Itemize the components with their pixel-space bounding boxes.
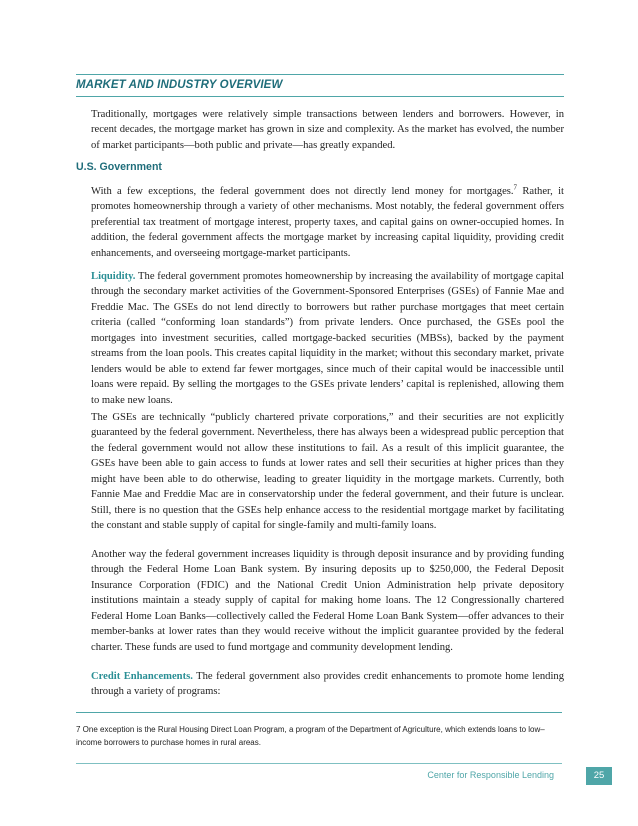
liquidity-text: The federal government promotes homeownership by increasing the availability of mortgage capital through the secondary market activities of the Government-Sponsored Enterprises (GSEs) of Fannie Mae and Freddie Mac. The GSEs do not lend directly to borrowers but rather purchase mortgages that meet certain criteria (called “conforming loan standards”) from private lenders. Once purchased, the GSEs pool the mortgages into investment securities, called mortgage-backed securities (MBSs), backed by the payment streams from the loan pools. This creates capital liquidity in the market; without this secondary market, private lenders would be able to extend far fewer mortgages, since much of their capital would be inaccessible until loans were repaid. By selling the mortgages to the GSEs private lenders’ capital is replenished, allowing them to make new loans. [91,271,564,406]
gse-paragraph: The GSEs are technically “publicly chartered private corporations,” and their securities are not explicitly guaranteed by the federal government. Nevertheless, there has always been a widespread public perception that the federal government would not allow these institutions to fail. As a result of this implicit guarantee, the GSEs have been able to gain access to funds at lower rates and sell their securities at higher prices than they might have been able to do otherwise, leading to greater liquidity in the mortgage markets. Currently, both Fannie Mae and Freddie Mac are in conservatorship under the federal government, and their future is unclear. Still, there is no question that the GSEs help enhance access to the residential mortgage market by facilitating the constant and stable supply of capital for single-family and multi-family loans. [91,412,564,532]
subsection-title: U.S. Government [76,161,162,173]
footnote: 7 One exception is the Rural Housing Direct Loan Program, a program of the Department of Agriculture, which extends loans to low–income borrowers to purchase homes in rural areas. [76,725,545,747]
government-paragraph [91,184,564,261]
credit-paragraph [91,669,564,700]
liquidity-paragraph [91,269,564,408]
footer-organization: Center for Responsible Lending [427,770,554,780]
government-paragraph-text-continued: Rather, it promotes homeownership through a variety of other mechanisms. Most notably, the federal government offers preferential tax treatment of mortgage interest, property taxes, and capital gains on owner-occupied homes. In addition, the federal government affects the mortgage market by increasing capital liquidity, providing credit enhancements, and overseeing mortgage-market participants. [91,186,564,259]
credit-text: The federal government also provides credit enhancements to promote home lending through a variety of programs: [91,671,564,698]
title-rule [76,96,564,97]
footnote-rule [76,712,562,713]
deposit-paragraph: Another way the federal government increases liquidity is through deposit insurance and by providing funding through the Federal Home Loan Bank system. By insuring deposits up to $250,000, the Federal Deposit Insurance Corporation (FDIC) and the National Credit Union Administration help private depository institutions maintain a steady supply of capital for making home loans. The 12 Congressionally chartered Federal Home Loan Banks—collectively called the Federal Home Loan Bank System—offer advances to their member-banks at lower rates than they would receive without the implicit guarantee provided by the federal charter. These funds are used to fund mortgage and community development lending. [91,549,564,653]
intro-paragraph: Traditionally, mortgages were relatively simple transactions between lenders and borrowers. However, in recent decades, the mortgage market has grown in size and complexity. As the market has evolved, the number of market participants—both public and private—has greatly expanded. [91,109,564,151]
footnote-ref: 7 [513,183,518,192]
government-paragraph-text: With a few exceptions, the federal government does not directly lend money for mortgages. [91,186,514,197]
credit-lead: Credit Enhancements. [91,671,193,682]
footer-rule [76,763,562,764]
page-number: 25 [586,767,612,785]
section-title: MARKET AND INDUSTRY OVERVIEW [76,79,283,91]
top-rule [76,74,564,75]
liquidity-lead: Liquidity. [91,271,136,282]
